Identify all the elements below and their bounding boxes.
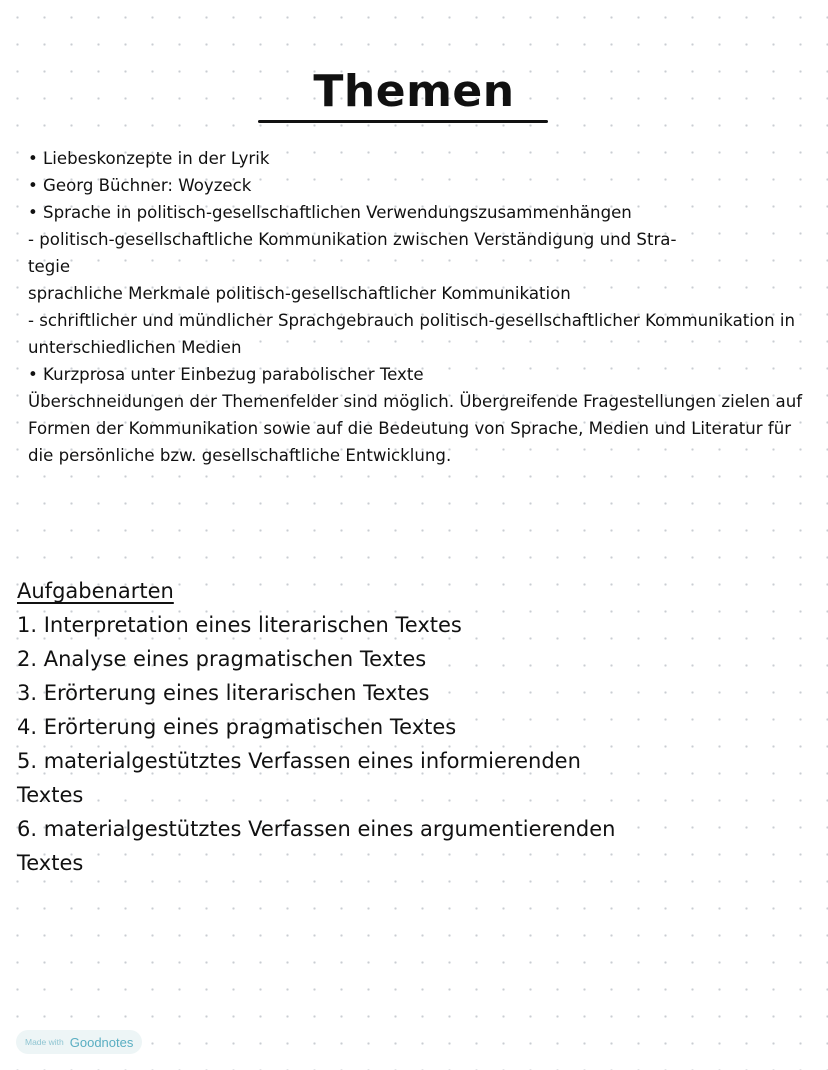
- aufgabe-line: 2. Analyse eines pragmatischen Textes: [17, 647, 427, 671]
- aufgabe-line: 5. materialgestütztes Verfassen eines informierenden: [17, 749, 581, 773]
- themen-list: [28, 145, 823, 469]
- title-container: [0, 66, 828, 118]
- themen-line: unterschiedlichen Medien: [28, 338, 242, 357]
- themen-line: • Kurzprosa unter Einbezug parabolischer Texte: [28, 365, 424, 384]
- goodnotes-badge: [16, 1030, 142, 1054]
- aufgabe-line: 1. Interpretation eines literarischen Textes: [17, 613, 462, 637]
- aufgabenarten-heading: Aufgabenarten: [17, 579, 174, 603]
- themen-line: sprachliche Merkmale politisch-gesellschaftlicher Kommunikation: [28, 284, 571, 303]
- themen-line: • Sprache in politisch-gesellschaftlichen Verwendungszusammenhängen: [28, 203, 632, 222]
- themen-line: - politisch-gesellschaftliche Kommunikation zwischen Verständigung und Stra-: [28, 230, 677, 249]
- themen-line: tegie: [28, 257, 71, 276]
- badge-brand: Goodnotes: [69, 1034, 134, 1050]
- aufgabe-line: Textes: [17, 851, 84, 875]
- themen-line: - schriftlicher und mündlicher Sprachgebrauch politisch-gesellschaftlicher Kommunikation in: [28, 311, 795, 330]
- title-underline: [258, 120, 548, 123]
- themen-line: • Georg Büchner: Woyzeck: [28, 176, 252, 195]
- aufgabe-line: 4. Erörterung eines pragmatischen Textes: [17, 715, 457, 739]
- themen-line: die persönliche bzw. gesellschaftliche Entwicklung.: [28, 446, 452, 465]
- aufgabenarten-list: [17, 608, 797, 880]
- page-title: Themen: [313, 66, 515, 117]
- badge-made-with: Made with: [25, 1037, 64, 1047]
- aufgabe-line: 3. Erörterung eines literarischen Textes: [17, 681, 430, 705]
- themen-line: Formen der Kommunikation sowie auf die Bedeutung von Sprache, Medien und Literatur für: [28, 419, 792, 438]
- aufgabe-line: 6. materialgestütztes Verfassen eines argumentierenden: [17, 817, 616, 841]
- themen-line: Überschneidungen der Themenfelder sind möglich. Übergreifende Fragestellungen zielen auf: [28, 392, 803, 411]
- themen-line: • Liebeskonzepte in der Lyrik: [28, 149, 270, 168]
- aufgabe-line: Textes: [17, 783, 84, 807]
